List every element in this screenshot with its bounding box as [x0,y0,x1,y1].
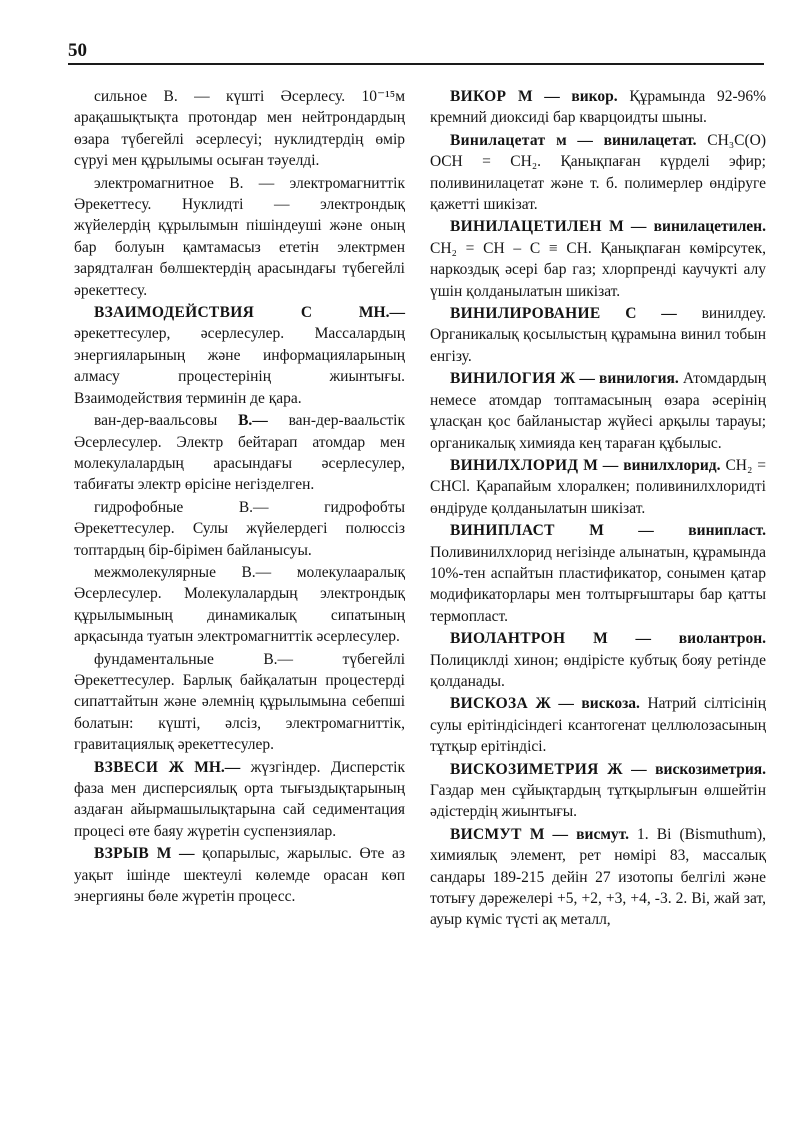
sub-headword: ван-дер-ваальсовы [94,412,218,430]
entry-definition: CH₂ = CH – C ≡ CH. Қанықпаған көмірсутек, наркоздық әсері бар газ; хлорпренді каучукті алу үшін қолданылатын шикізат. [430,239,766,300]
entry-definition: CH₂ = CHCl. Қарапайым хлоралкен; поливинилхлоридті өндіруде қолданылатын шикізат. [430,456,767,517]
grammar-mark: М — [583,456,619,474]
translation: виолантрон. [678,630,766,648]
entry-definition: CH₃C(O) OCH = CH₂. Қанықпаған күрделі эфир; поливинилацетат және т. б. полимерлер өндіруге қажетті шикізат. [430,131,767,214]
entry-definition: электромагниттік Әрекеттесу. Нуклидті — электрондық жүйелердің құрылымын пішіндеуші және оның бар болуын қамтамасыз ететін электрмен зарядталған бөлшектердің арасындағы түбегейлі әрекеттесу. [74,174,405,299]
translation: винипласт. [688,522,767,540]
dictionary-entry [74,302,405,409]
translation: вискоза. [581,695,640,713]
entry-definition: әрекеттесулер, әсерлесулер. Массалардың энергияларының және информацияларының алмасу процестерінің жиынтығы. Взаимодействия терминін де қара. [74,325,405,407]
headword: ВЗАИМОДЕЙСТВИЯ [94,304,255,322]
entry-abbr: В.— [263,650,343,668]
dictionary-entry [74,843,405,907]
dictionary-entry [430,759,766,823]
entry-definition: Поливинилхлорид негізінде алынатын, құрамында 10%-тен аспайтын пластификатор, сонымен қатар модификаторлары мен толтырғыштары бар қатты термопласт. [430,543,766,625]
left-column [74,86,405,908]
headword: ВИОЛАНТРОН [450,630,566,648]
right-column [430,86,766,932]
entry-definition: молекулааралық Әсерлесулер. Молекулалардың электрондық құрылымының динамикалық сипатының арқасында туатын электромагниттік әсерлесулер. [74,563,405,646]
grammar-mark: Ж МН.— [168,758,241,776]
entry-definition: гидрофобты Әрекеттесулер. Сулы жүйелердегі полюссіз топтардың бір-бірімен байланысуы. [74,498,405,559]
headword: ВИНИЛАЦЕТИЛЕН [450,218,602,236]
entry-definition: Атомдардың немесе атомдар топтамасының өзара әсерінің ұласқан қос байланыстар жүйесі арқылы тарауы; органикалық химияда кең тараған құбылыс. [430,370,767,452]
translation: винилацетилен. [653,218,766,236]
dictionary-entry [74,86,405,172]
dictionary-entry [430,693,766,757]
dictionary-entry [74,497,405,561]
dictionary-entry [430,86,766,129]
headword: Винилацетат [450,131,546,149]
grammar-mark: М — [517,88,560,105]
entry-definition: винилдеу. Органикалық қосылыстың құрамына винил тобын енгізу. [430,305,767,365]
entry-abbr: В. — [229,174,290,192]
grammar-mark: С МН.— [300,304,405,322]
headword: ВИНИЛОГИЯ [450,370,556,388]
entry-definition: Натрий сілтісінің сулы ерітіндісіндегі ксантогенат целлюлозасының тұтқыр ерітіндісі. [430,695,767,756]
entry-abbr: В. — [163,88,226,105]
dictionary-entry [74,410,405,496]
entry-definition: Құрамында 92-96% кремний диоксиді бар кварцоидты шыны. [430,88,767,127]
page-number: 50 [68,40,87,61]
dictionary-entry [430,368,766,454]
sub-headword: межмолекулярные [94,563,216,581]
dictionary-entry [74,649,405,756]
dictionary-entry [430,520,766,627]
sub-headword: гидрофобные [94,498,184,516]
grammar-mark: Ж — [560,370,595,388]
entry-definition: жүзгіндер. Дисперстік фаза мен дисперсиялық орта тығыздықтарының аздаған айырмашылықтарына сай седиментация процесі өте баяу жүретін суспензиялар. [74,758,405,840]
grammar-mark: Ж — [607,760,647,778]
translation: викор. [571,88,618,105]
headword: ВИСКОЗИМЕТРИЯ [450,760,599,778]
header-rule [68,63,764,65]
entry-abbr: В.— [238,498,325,516]
grammar-mark: М — [593,630,652,648]
headword: ВИНИПЛАСТ [450,522,555,540]
entry-definition: Газдар мен сұйықтардың тұтқырлығын өлшейтін әдістердің жиынтығы. [430,782,766,821]
grammar-mark: С — [625,305,677,323]
dictionary-entry [430,130,766,216]
dictionary-entry [74,757,405,843]
dictionary-entry [74,173,405,301]
translation: винилогия. [598,370,679,388]
headword: ВИНИЛИРОВАНИЕ [450,305,601,323]
dictionary-entry [430,824,766,931]
grammar-mark: М — [589,522,654,540]
entry-definition: 1. Bi (Bismuthum), химиялық элемент, рет нөмірі 83, массалық сандары 189-215 дейін 27 изотопы белгілі және тотығу дәрежелері +5, +2, +3, +4, -3. 2. Bi, жай зат, ауыр күміс түсті ақ металл, [430,825,767,929]
entry-definition: қопарылыс, жарылыс. Өте аз уақыт ішінде шектеулі көлемде орасан көп энергияны бөле жүретін процесс. [74,845,406,906]
headword: ВИНИЛХЛОРИД [450,456,579,474]
sub-headword: сильное [94,88,148,105]
entry-definition: ван-дер-ваальстік Әсерлесулер. Электр бейтарап атомдар мен молекулалардың арасындағы әсерлесулер, табиғаты электр өрісіне негізделген. [74,412,405,494]
dictionary-entry [430,216,766,302]
entry-abbr: В.— [238,412,289,430]
translation: винилхлорид. [623,456,721,474]
entry-definition: күшті Әсерлесу. 10⁻¹⁵м арақашықтықта протондар мен нейтрондардың өзара түбегейлі әсерлесуі; нуклидтердің өмір сүруі мен құрылымы осыған тәуелді. [74,88,406,170]
dictionary-entry [74,562,405,648]
headword: ВИСМУТ [450,825,522,843]
grammar-mark: М — [156,845,195,863]
dictionary-entry [430,303,766,367]
entry-abbr: В.— [241,563,297,581]
translation: винилацетат. [603,131,697,149]
headword: ВЗВЕСИ [94,758,159,776]
headword: ВЗРЫВ [94,845,150,863]
grammar-mark: М — [529,825,569,843]
headword: ВИСКОЗА [450,695,528,713]
dictionary-entry [430,628,766,692]
entry-definition: түбегейлі Әрекеттесулер. Барлық байқалатын процестерді сипаттайтын және әлемнің құрылымына себепші болатын: күшті, әлсіз, электромагниттік, гравитациялық әрекеттесулер. [74,650,406,754]
headword: ВИКОР [450,88,507,105]
translation: вискозиметрия. [655,760,767,778]
sub-headword: электромагнитное [94,174,214,192]
grammar-mark: м — [556,131,593,149]
entry-definition: Полициклді хинон; өндірісте кубтық бояу ретінде қолданады. [430,651,766,690]
grammar-mark: Ж — [535,695,574,713]
sub-headword: фундаментальные [94,650,214,668]
dictionary-entry [430,455,766,519]
grammar-mark: М — [609,218,647,236]
translation: висмут. [576,825,629,843]
